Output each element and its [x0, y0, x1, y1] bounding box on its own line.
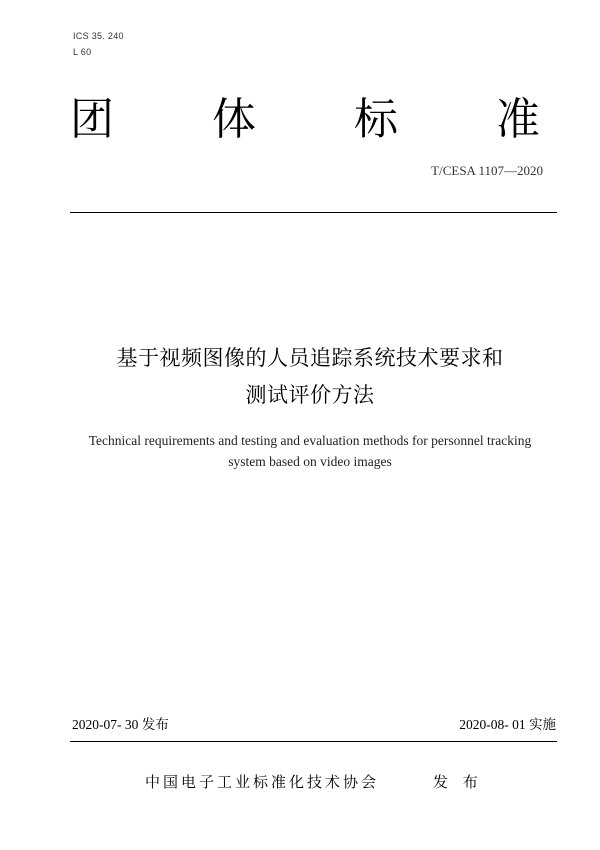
document-type-title	[70, 92, 540, 148]
issue-date: 2020-07- 30 发布	[72, 717, 169, 732]
document-type-char: 标	[354, 94, 398, 145]
standard-number: T/CESA 1107—2020	[431, 163, 543, 178]
ics-code: ICS 35. 240	[73, 31, 124, 41]
top-divider	[70, 212, 557, 213]
ccs-code: L 60	[73, 47, 92, 57]
title-english-line-1: Technical requirements and testing and evaluation methods for personnel tracking	[88, 433, 532, 448]
document-type-char: 准	[496, 94, 540, 145]
implementation-date: 2020-08- 01 实施	[459, 717, 556, 732]
title-english-line-2: system based on video images	[228, 454, 392, 469]
title-chinese-line-2: 测试评价方法	[245, 383, 375, 407]
bottom-divider	[70, 741, 557, 742]
document-type-char: 团	[70, 94, 114, 145]
publisher-name: 中国电子工业标准化技术协会	[145, 773, 380, 791]
document-type-char: 体	[212, 94, 256, 145]
publish-label: 发 布	[433, 773, 483, 791]
title-chinese-line-1: 基于视频图像的人员追踪系统技术要求和	[116, 346, 504, 370]
